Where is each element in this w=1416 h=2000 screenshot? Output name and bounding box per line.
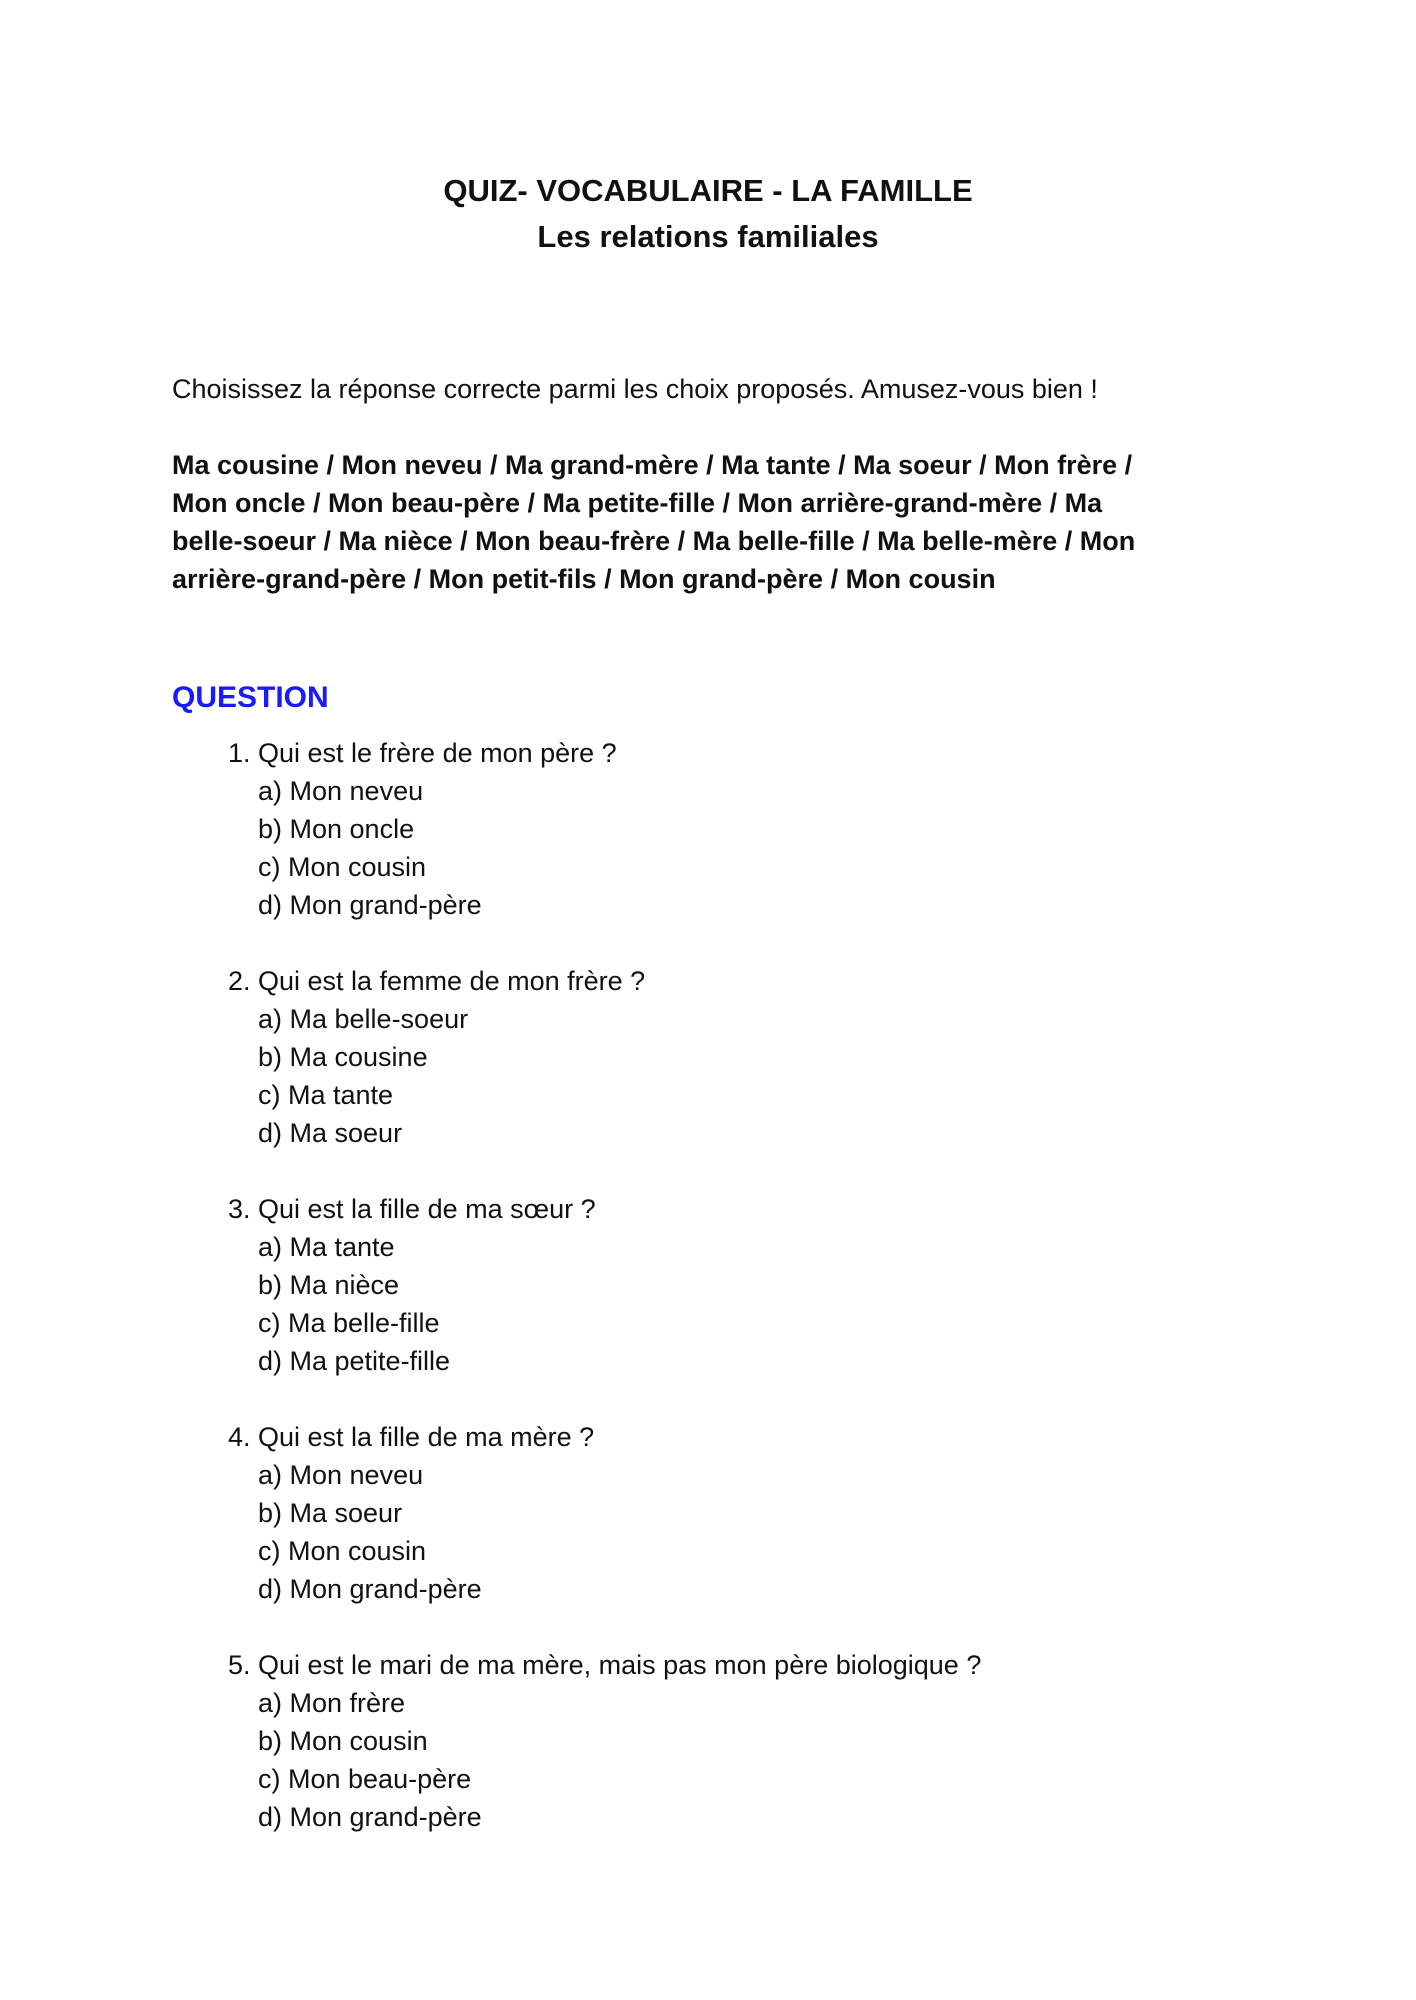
answer-option: d) Mon grand-père (258, 1574, 482, 1604)
answer-option: a) Mon neveu (258, 1460, 424, 1490)
question-text: Qui est la fille de ma mère ? (258, 1422, 595, 1452)
answer-option: b) Mon oncle (258, 814, 415, 844)
question-item (172, 1418, 1272, 1608)
question-item (172, 1646, 1272, 1836)
question-number: 1. (228, 738, 251, 768)
word-bank-line: Mon oncle / Mon beau-père / Ma petite-fille / Mon arrière-grand-mère / Ma (172, 488, 1103, 518)
answer-option: c) Ma belle-fille (258, 1308, 440, 1338)
question-text: Qui est la femme de mon frère ? (258, 966, 646, 996)
question-item (172, 734, 1272, 924)
instructions-text: Choisissez la réponse correcte parmi les choix proposés. Amusez-vous bien ! (172, 374, 1098, 404)
answer-option: a) Mon frère (258, 1688, 406, 1718)
answer-option: b) Mon cousin (258, 1726, 428, 1756)
answer-option: d) Mon grand-père (258, 1802, 482, 1832)
answer-option: b) Ma nièce (258, 1270, 400, 1300)
question-number: 5. (228, 1650, 251, 1680)
answer-option: b) Ma soeur (258, 1498, 403, 1528)
question-text: Qui est le frère de mon père ? (258, 738, 617, 768)
question-text: Qui est le mari de ma mère, mais pas mon père biologique ? (258, 1650, 982, 1680)
title-block (0, 168, 1416, 260)
question-text: Qui est la fille de ma sœur ? (258, 1194, 596, 1224)
answer-option: b) Ma cousine (258, 1042, 428, 1072)
question-number: 3. (228, 1194, 251, 1224)
answer-option: d) Ma petite-fille (258, 1346, 451, 1376)
answer-option: d) Ma soeur (258, 1118, 403, 1148)
document-title: QUIZ- VOCABULAIRE - LA FAMILLE (443, 173, 973, 208)
answer-option: a) Ma tante (258, 1232, 395, 1262)
word-bank-line: belle-soeur / Ma nièce / Mon beau-frère / Ma belle-fille / Ma belle-mère / Mon (172, 526, 1136, 556)
question-item (172, 1190, 1272, 1380)
answer-option: a) Ma belle-soeur (258, 1004, 469, 1034)
answer-option: a) Mon neveu (258, 776, 424, 806)
question-number: 4. (228, 1422, 251, 1452)
question-list (172, 734, 1272, 1874)
word-bank (172, 446, 1272, 598)
answer-option: c) Ma tante (258, 1080, 394, 1110)
word-bank-line: Ma cousine / Mon neveu / Ma grand-mère / Ma tante / Ma soeur / Mon frère / (172, 450, 1133, 480)
answer-option: c) Mon beau-père (258, 1764, 472, 1794)
answer-option: c) Mon cousin (258, 852, 427, 882)
question-number: 2. (228, 966, 251, 996)
word-bank-line: arrière-grand-père / Mon petit-fils / Mon grand-père / Mon cousin (172, 564, 996, 594)
question-item (172, 962, 1272, 1152)
answer-option: c) Mon cousin (258, 1536, 427, 1566)
section-heading: QUESTION (172, 681, 329, 714)
document-subtitle: Les relations familiales (537, 219, 879, 254)
answer-option: d) Mon grand-père (258, 890, 482, 920)
